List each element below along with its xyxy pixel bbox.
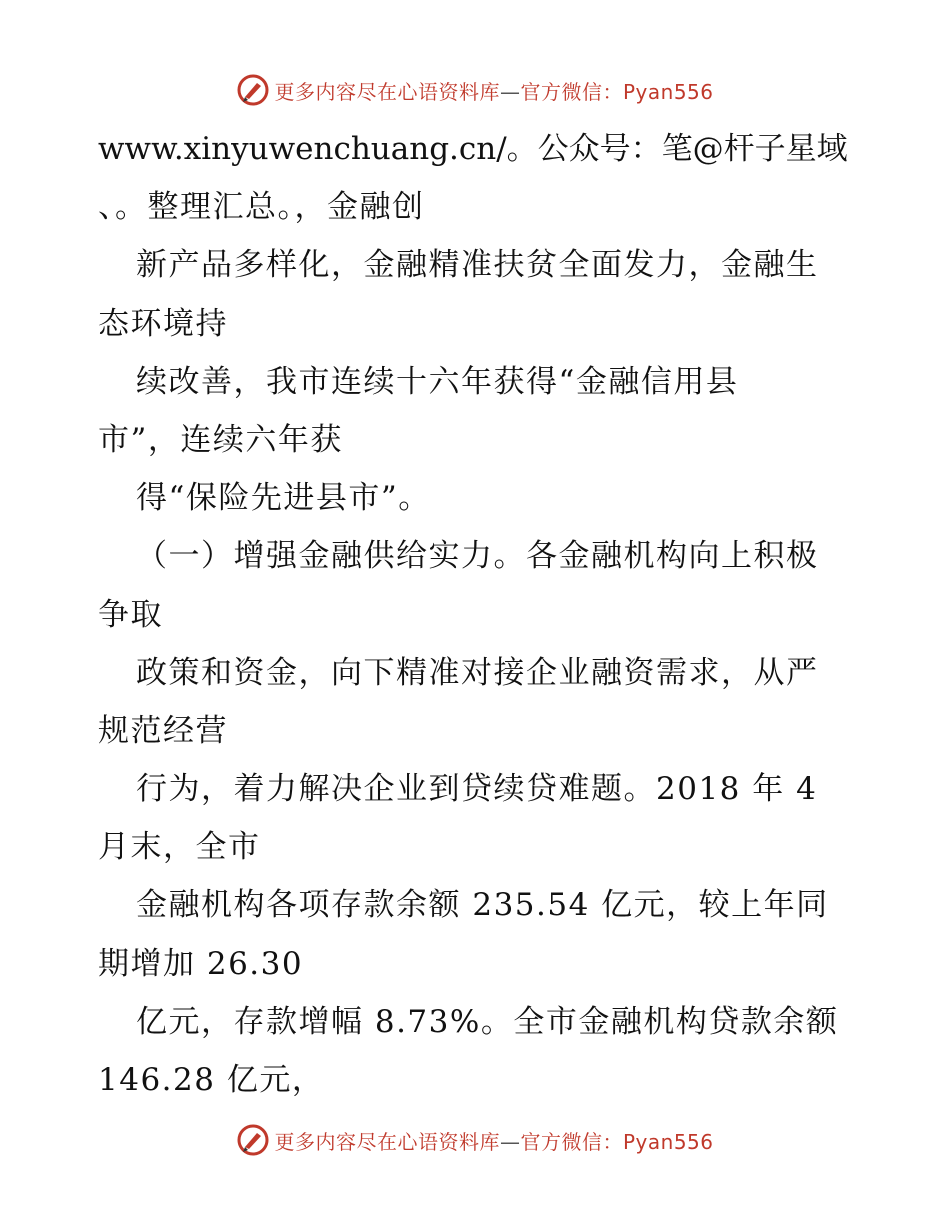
text-line: 期增加 26.30 (98, 945, 304, 982)
header-watermark (0, 70, 950, 110)
text-line: 亿元，存款增幅 8.73%。全市金融机构贷款余额 (136, 1003, 839, 1040)
watermark-text (274, 1126, 713, 1155)
text-line: 月末，全市 (98, 829, 261, 866)
text-line: 、。整理汇总。，金融创 (98, 189, 425, 226)
text-line: www.xinyuwenchuang.cn/。公众号：笔@杆子星域 (98, 131, 848, 167)
watermark-dash: — (499, 1129, 521, 1154)
watermark-id: Pyan556 (622, 79, 714, 104)
watermark-suffix: 官方微信： (520, 1129, 623, 1154)
text-line: （一）增强金融供给实力。各金融机构向上积极 (136, 538, 819, 575)
text-line: 态环境持 (98, 305, 228, 342)
watermark-suffix: 官方微信： (520, 79, 623, 104)
text-line: 行为，着力解决企业到贷续贷难题。2018 年 4 (136, 771, 818, 808)
watermark-id: Pyan556 (622, 1129, 714, 1154)
text-line: 金融机构各项存款余额 235.54 亿元，较上年同 (136, 887, 829, 924)
pen-logo-icon (236, 1123, 270, 1157)
pen-logo-icon (236, 73, 270, 107)
document-body (98, 120, 858, 1109)
text-line: 续改善，我市连续十六年获得“金融信用县 (136, 363, 739, 400)
text-line: 得“保险先进县市”。 (136, 480, 431, 517)
watermark-prefix: 更多内容尽在心语资料库 (274, 1129, 500, 1154)
footer-watermark (0, 1120, 950, 1160)
text-line: 规范经营 (98, 712, 228, 749)
watermark-dash: — (499, 79, 521, 104)
watermark-text (274, 76, 713, 105)
watermark-prefix: 更多内容尽在心语资料库 (274, 79, 500, 104)
text-line: 争取 (98, 596, 163, 633)
text-line: 政策和资金，向下精准对接企业融资需求，从严 (136, 654, 819, 691)
text-line: 市”，连续六年获 (98, 421, 343, 458)
text-line: 新产品多样化，金融精准扶贫全面发力，金融生 (136, 247, 819, 284)
text-line: 146.28 亿元， (98, 1062, 325, 1098)
